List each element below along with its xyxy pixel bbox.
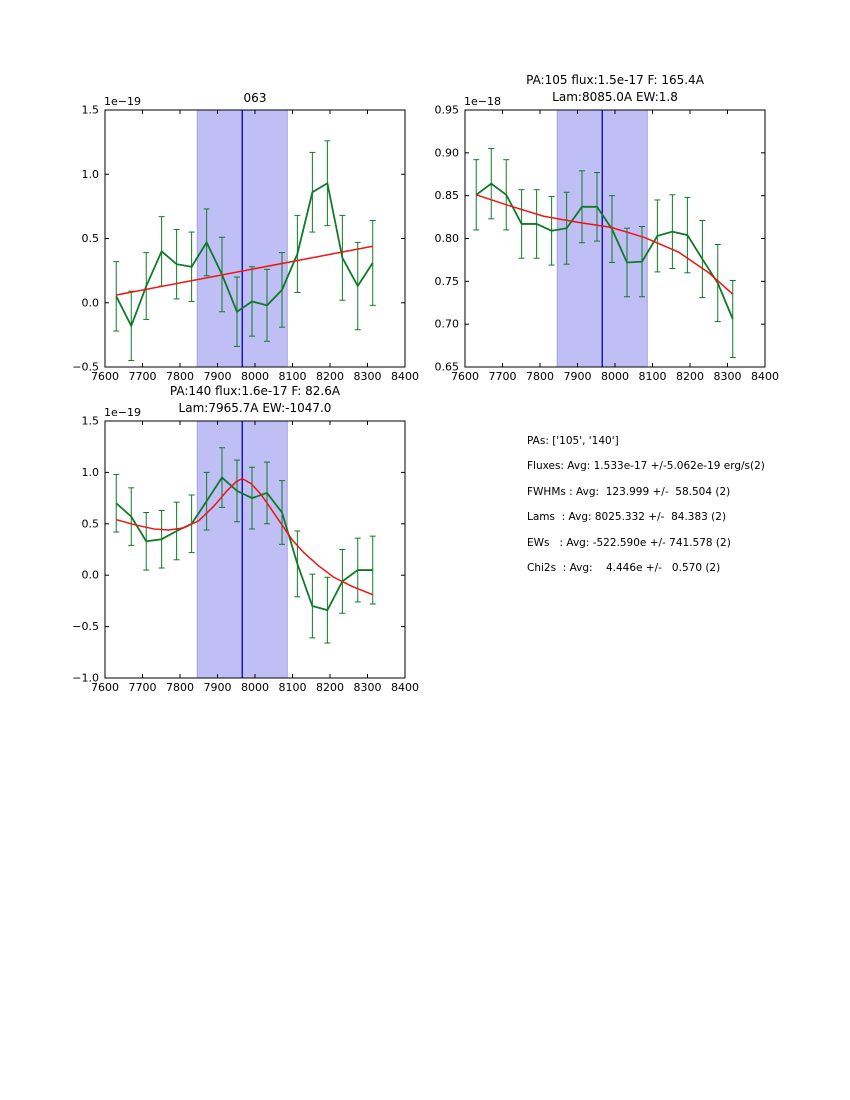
subplot-top-left [72,91,419,383]
y-tick-label: 0.90 [434,146,459,160]
x-tick-label: 8300 [353,370,382,383]
x-tick-label: 8200 [316,370,344,383]
x-tick-label: 7600 [91,370,119,383]
x-tick-label: 7700 [128,370,157,383]
y-tick-label: 0.0 [81,296,99,310]
subplot-bottom-left-svg [72,384,419,694]
stats-line-fluxes: Fluxes: Avg: 1.533e-17 +/-5.062e-19 erg/s(2) [527,460,765,473]
x-tick-label: 7600 [91,681,119,694]
y-tick-label: 0.85 [434,189,459,203]
plot-title: Lam:7965.7A EW:-1047.0 [178,401,332,415]
x-tick-label: 7800 [166,370,194,383]
plot-title: Lam:8085.0A EW:1.8 [552,90,678,104]
x-tick-label: 7900 [203,681,232,694]
stats-panel [527,435,765,587]
y-tick-label: −0.5 [72,620,99,634]
axis-offset-label: 1e−19 [104,95,141,108]
x-tick-label: 8100 [638,370,667,383]
x-tick-label: 7800 [166,681,194,694]
axis-offset-label: 1e−18 [464,95,501,108]
x-tick-label: 7600 [451,370,479,383]
subplot-top-right-svg [434,73,779,383]
stats-line-chi2s: Chi2s : Avg: 4.446e +/- 0.570 (2) [527,561,721,574]
y-tick-label: 0.65 [434,360,459,374]
y-tick-label: 0.70 [434,317,459,331]
x-tick-label: 8000 [241,681,269,694]
x-tick-label: 8000 [601,370,629,383]
y-tick-label: 0.5 [81,232,99,245]
y-tick-label: 0.95 [434,103,459,117]
axis-offset-label: 1e−19 [104,406,141,419]
x-tick-label: 8300 [713,370,742,383]
y-tick-label: 1.5 [81,414,99,428]
y-tick-label: 0.5 [81,517,99,531]
stats-line-lams: Lams : Avg: 8025.332 +/- 84.383 (2) [527,511,727,524]
x-tick-label: 8400 [751,370,779,383]
x-tick-label: 8000 [241,370,269,383]
stats-line-ews: EWs : Avg: -522.590e +/- 741.578 (2) [527,536,731,549]
x-tick-label: 8200 [676,370,704,383]
plot-title: PA:140 flux:1.6e-17 F: 82.6A [169,384,341,398]
x-tick-label: 7700 [128,681,157,694]
y-tick-label: 0.80 [434,232,459,245]
x-tick-label: 8100 [278,370,307,383]
y-tick-label: 1.0 [81,465,99,479]
y-tick-label: 1.0 [81,167,99,181]
plot-title: 063 [243,91,267,105]
subplot-top-right [434,73,779,383]
x-tick-label: 7700 [488,370,517,383]
x-tick-label: 7900 [563,370,592,383]
plot-title: PA:105 flux:1.5e-17 F: 165.4A [526,73,704,87]
x-tick-label: 8300 [353,681,382,694]
stats-line-pas: PAs: ['105', '140'] [527,435,619,447]
stats-line-fwhms: FWHMs : Avg: 123.999 +/- 58.504 (2) [527,485,731,498]
subplot-bottom-left [72,384,419,694]
x-tick-label: 7900 [203,370,232,383]
x-tick-label: 8200 [316,681,344,694]
y-tick-label: 0.0 [81,568,99,582]
y-tick-label: −0.5 [72,360,99,374]
x-tick-label: 7800 [526,370,554,383]
y-tick-label: 0.75 [434,274,459,288]
y-tick-label: 1.5 [81,103,99,117]
x-tick-label: 8100 [278,681,307,694]
y-tick-label: −1.0 [72,671,99,685]
x-tick-label: 8400 [391,681,419,694]
x-tick-label: 8400 [391,370,419,383]
subplot-top-left-svg [72,91,419,383]
